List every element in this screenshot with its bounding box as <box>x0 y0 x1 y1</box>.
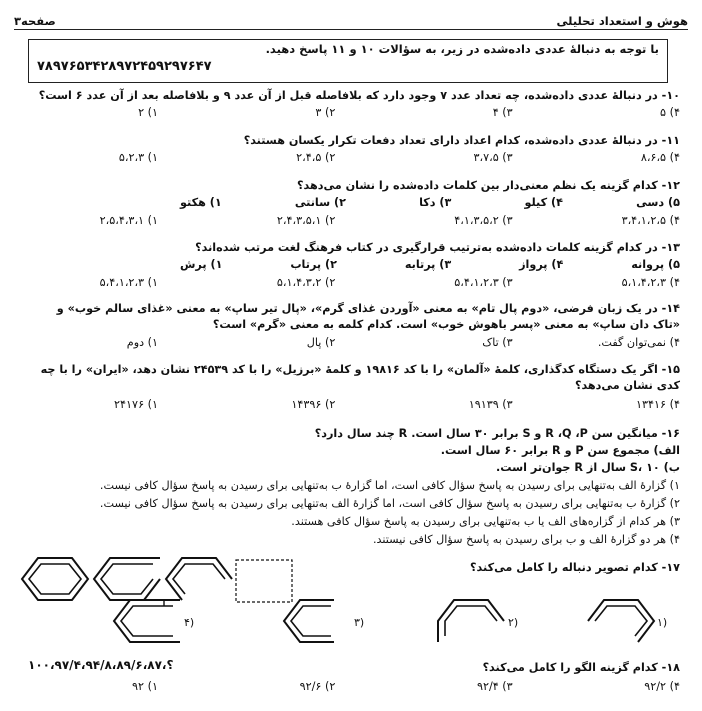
passage-box <box>28 39 668 83</box>
question-15-options <box>28 398 680 414</box>
question-17: ۱۷- کدام تصویر دنباله را کامل می‌کند؟ <box>470 561 680 574</box>
option[interactable]: ۳) ۵،۴،۱،۲،۳ <box>454 276 513 289</box>
word-item: ۲) سانتی <box>294 196 346 209</box>
question-12-options <box>28 214 680 230</box>
question-14-options <box>28 336 680 352</box>
question-15: ۱۵- اگر یک دستگاه کدگذاری، کلمهٔ «آلمان» را با کد ۱۹۸۱۶ و کلمهٔ «برزیل» را با کد ۲۴۵۳۹ نشان دهد، «ایران» را با چه کدی نشان می‌دهد؟ <box>40 363 680 392</box>
question-11: ۱۱- در دنبالهٔ عددی داده‌شده، کدام اعداد دارای تعداد دفعات تکرار یکسان هستند؟ <box>243 134 680 147</box>
question-11-options <box>28 151 680 167</box>
option[interactable]: ۱) ۵،۲،۳ <box>118 151 159 164</box>
question-10-options <box>28 106 680 122</box>
q17-option-4-figure[interactable] <box>112 598 182 644</box>
question-13-options <box>28 276 680 292</box>
question-12: ۱۲- کدام گزینه یک نظم معنی‌دار بین کلمات داده‌شده را نشان می‌دهد؟ <box>297 179 680 192</box>
option[interactable]: ۳) تاک <box>482 336 513 349</box>
option[interactable]: ۴) نمی‌توان گفت. <box>597 336 680 349</box>
question-16: ۱۶- میانگین سن R ،Q ،P و S برابر ۳۰ سال است. R چند سال دارد؟ <box>314 427 680 440</box>
option[interactable]: ۴) ۸،۶،۵ <box>640 151 680 164</box>
option[interactable]: ۴) ۹۲/۲ <box>644 680 680 693</box>
page-header <box>14 8 688 28</box>
q17-option-2-label: (۲ <box>508 616 519 629</box>
section-title: هوش و استعداد تحلیلی <box>556 14 688 28</box>
option[interactable]: ۴) ۵،۱،۴،۲،۳ <box>621 276 680 289</box>
option[interactable]: ۳) ۱۹۱۳۹ <box>468 398 513 411</box>
option[interactable]: ۲) گزارهٔ ب به‌تنهایی برای رسیدن به پاسخ سؤال کافی است، اما گزارهٔ الف به‌تنهایی برای رسیدن به پاسخ سؤال کافی نیست. <box>99 497 680 510</box>
passage-instruction: با توجه به دنبالهٔ عددی داده‌شده در زیر، به سؤالات ۱۰ و ۱۱ پاسخ دهید. <box>265 42 659 56</box>
word-item: ۲) پرتاب <box>290 258 337 271</box>
word-item: ۴) پرواز <box>519 258 564 271</box>
option[interactable]: ۴) ۵ <box>660 106 680 119</box>
q17-option-3-figure[interactable] <box>282 598 352 644</box>
option[interactable]: ۱) دوم <box>126 336 159 349</box>
q17-option-2-figure[interactable] <box>436 598 506 644</box>
word-item: ۳) دکا <box>419 196 452 209</box>
option[interactable]: ۲) پال <box>306 336 336 349</box>
question-18-options <box>28 680 680 696</box>
statement-b: ب) S، ۱۰ سال از R جوان‌تر است. <box>496 461 680 474</box>
question-10: ۱۰- در دنبالهٔ عددی داده‌شده، چه تعداد عدد ۷ وجود دارد که بلافاصله قبل از آن عدد ۹ و بلافاصله بعد از آن عدد ۶ است؟ <box>38 89 680 102</box>
option[interactable]: ۲) ۱۴۳۹۶ <box>291 398 336 411</box>
sequence-figure-3 <box>164 556 234 602</box>
q17-option-1-label: (۱ <box>657 616 668 629</box>
q17-option-4-label: (۴ <box>184 616 195 629</box>
option[interactable]: ۱) گزارهٔ الف به‌تنهایی برای رسیدن به پاسخ سؤال کافی است، اما گزارهٔ ب به‌تنهایی برای رسیدن به پاسخ سؤال کافی نیست. <box>99 479 680 492</box>
header-divider <box>14 29 688 30</box>
question-13: ۱۳- در کدام گزینه کلمات داده‌شده به‌ترتیب قرارگیری در کتاب فرهنگ لغت مرتب شده‌اند؟ <box>195 241 680 254</box>
option[interactable]: ۲) ۲،۴،۵ <box>296 151 336 164</box>
statement-a: الف) مجموع سن P و R برابر ۶۰ سال است. <box>440 444 680 457</box>
option[interactable]: ۲) ۹۲/۶ <box>299 680 336 693</box>
option[interactable]: ۱) ۹۲ <box>132 680 159 693</box>
word-item: ۴) کیلو <box>524 196 563 209</box>
option[interactable]: ۲) ۵،۱،۴،۳،۲ <box>276 276 336 289</box>
word-item: ۳) پرتابه <box>404 258 452 271</box>
word-item: ۵) پروانه <box>631 258 680 271</box>
option[interactable]: ۴) ۳،۴،۱،۲،۵ <box>621 214 680 227</box>
question-18: ۱۸- کدام گزینه الگو را کامل می‌کند؟ <box>482 661 680 674</box>
word-item: ۵) دسی <box>636 196 680 209</box>
sequence-figure-2 <box>92 556 162 602</box>
option[interactable]: ۳) ۴،۱،۳،۵،۲ <box>454 214 513 227</box>
option[interactable]: ۳) ۴ <box>492 106 513 119</box>
option[interactable]: ۱) ۵،۴،۱،۲،۳ <box>99 276 159 289</box>
word-item: ۱) پرش <box>180 258 223 271</box>
number-pattern: ۱۰۰،۹۷/۴،۹۴/۸،؟،۸۹/۶،۸۷ <box>28 658 174 672</box>
option[interactable]: ۲) ۲،۴،۳،۵،۱ <box>276 214 336 227</box>
option[interactable]: ۱) ۲،۵،۴،۳،۱ <box>99 214 159 227</box>
question-12-items <box>180 196 680 212</box>
sequence-figure-1 <box>20 556 90 602</box>
q17-option-3-label: (۳ <box>354 616 365 629</box>
page-number: صفحه۳ <box>14 14 56 28</box>
option[interactable]: ۱) ۲ <box>138 106 159 119</box>
q17-option-1-figure[interactable] <box>586 598 656 644</box>
option[interactable]: ۳) ۳،۷،۵ <box>473 151 513 164</box>
word-item: ۱) هکتو <box>180 196 222 209</box>
option[interactable]: ۴) ۱۳۴۱۶ <box>636 398 680 411</box>
option[interactable]: ۳) هر کدام از گزاره‌های الف یا ب به‌تنهایی برای رسیدن به پاسخ سؤال کافی هستند. <box>291 515 680 528</box>
option[interactable]: ۲) ۳ <box>315 106 336 119</box>
option[interactable]: ۱) ۲۴۱۷۶ <box>114 398 159 411</box>
question-14: ۱۴- در یک زبان فرضی، «دوم پال تام» به معنی «آوردن غذای گرم»، «پال تیر ساپ» به معنی «غذای سالم خوب» و «تاک دان ساپ» به معنی «پسر باهوش خوب» است. کدام کلمه به معنی «گرم» است؟ <box>56 302 680 331</box>
question-13-items <box>180 258 680 274</box>
option[interactable]: ۴) هر دو گزارهٔ الف و ب برای رسیدن به پاسخ سؤال کافی نیستند. <box>372 533 680 546</box>
option[interactable]: ۳) ۹۲/۴ <box>476 680 513 693</box>
number-sequence: ۷۸۹۷۶۵۳۴۲۸۹۷۲۴۵۹۲۹۷۶۴۷ <box>37 59 212 74</box>
